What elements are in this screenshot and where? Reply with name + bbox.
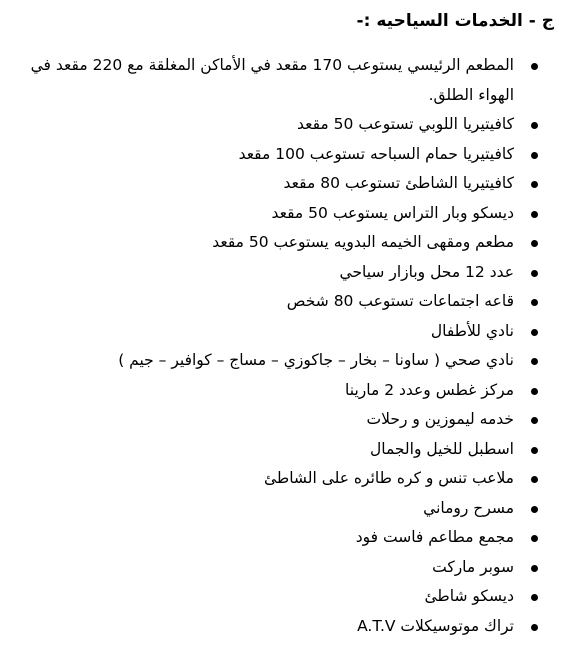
section-heading: ج - الخدمات السياحيه :- [356, 11, 554, 31]
list-item-text: مركز غطس وعدد 2 مارينا [345, 380, 514, 399]
bullet-icon [531, 122, 538, 129]
bullet-icon [531, 476, 538, 483]
list-item-text: مطعم ومقهى الخيمه البدويه يستوعب 50 مقعد [212, 233, 514, 251]
list-item [0, 582, 562, 612]
bullet-icon [531, 388, 538, 395]
bullet-icon [531, 299, 538, 306]
list-item-text: قاعه اجتماعات تستوعب 80 شخص [286, 292, 514, 310]
list-item-text: عدد 12 محل وبازار سياحي [339, 262, 514, 281]
bullet-icon [531, 506, 538, 513]
list-item-text: اسطبل للخيل والجمال [369, 439, 514, 458]
list-item-text: سوبر ماركت [432, 557, 514, 576]
bullet-icon [531, 565, 538, 572]
bullet-icon [531, 240, 538, 247]
list-item-text: كافيتيريا اللوبي تستوعب 50 مقعد [296, 115, 514, 133]
list-item [0, 228, 562, 258]
list-item-text: نادي للأطفال [430, 321, 514, 340]
list-item-text: ديسكو وبار التراس يستوعب 50 مقعد [271, 203, 514, 222]
list-item [0, 523, 562, 553]
bullet-icon [531, 181, 538, 188]
list-item-text: نادي صحي ( ساونا – بخار – جاكوزي – مساج – كوافير – جيم ) [118, 351, 514, 369]
bullet-icon [531, 152, 538, 159]
list-item [0, 346, 562, 376]
list-item [0, 376, 562, 406]
list-item-text: تراك موتوسيكلات A.T.V [357, 616, 514, 635]
list-item [0, 612, 562, 642]
bullet-icon [531, 211, 538, 218]
list-item-text: خدمه ليموزين و رحلات [366, 410, 514, 428]
list-item [0, 110, 562, 140]
list-item-text: ديسكو شاطئ [424, 587, 514, 605]
list-item [0, 51, 562, 110]
list-item [0, 435, 562, 465]
list-item [0, 464, 562, 494]
bullet-icon [531, 535, 538, 542]
bullet-icon [531, 447, 538, 454]
bullet-icon [531, 624, 538, 631]
services-list [0, 51, 562, 641]
list-item [0, 169, 562, 199]
list-item-text: ملاعب تنس و كره طائره على الشاطئ [263, 469, 514, 487]
list-item-text: كافيتيريا حمام السباحه تستوعب 100 مقعد [238, 144, 514, 163]
list-item [0, 199, 562, 229]
bullet-icon [531, 270, 538, 277]
list-item-text: المطعم الرئيسي يستوعب 170 مقعد في الأماكن المغلقة مع 220 مقعد في الهواء الطلق. [30, 56, 514, 104]
list-item [0, 494, 562, 524]
bullet-icon [531, 63, 538, 70]
list-item [0, 317, 562, 347]
list-item-text: كافيتيريا الشاطئ تستوعب 80 مقعد [283, 174, 514, 192]
list-item-text: مسرح روماني [423, 498, 514, 517]
list-item-text: مجمع مطاعم فاست فود [355, 528, 514, 546]
list-item [0, 553, 562, 583]
bullet-icon [531, 329, 538, 336]
list-item [0, 258, 562, 288]
list-item [0, 140, 562, 170]
bullet-icon [531, 417, 538, 424]
list-item [0, 405, 562, 435]
bullet-icon [531, 358, 538, 365]
bullet-icon [531, 594, 538, 601]
list-item [0, 287, 562, 317]
